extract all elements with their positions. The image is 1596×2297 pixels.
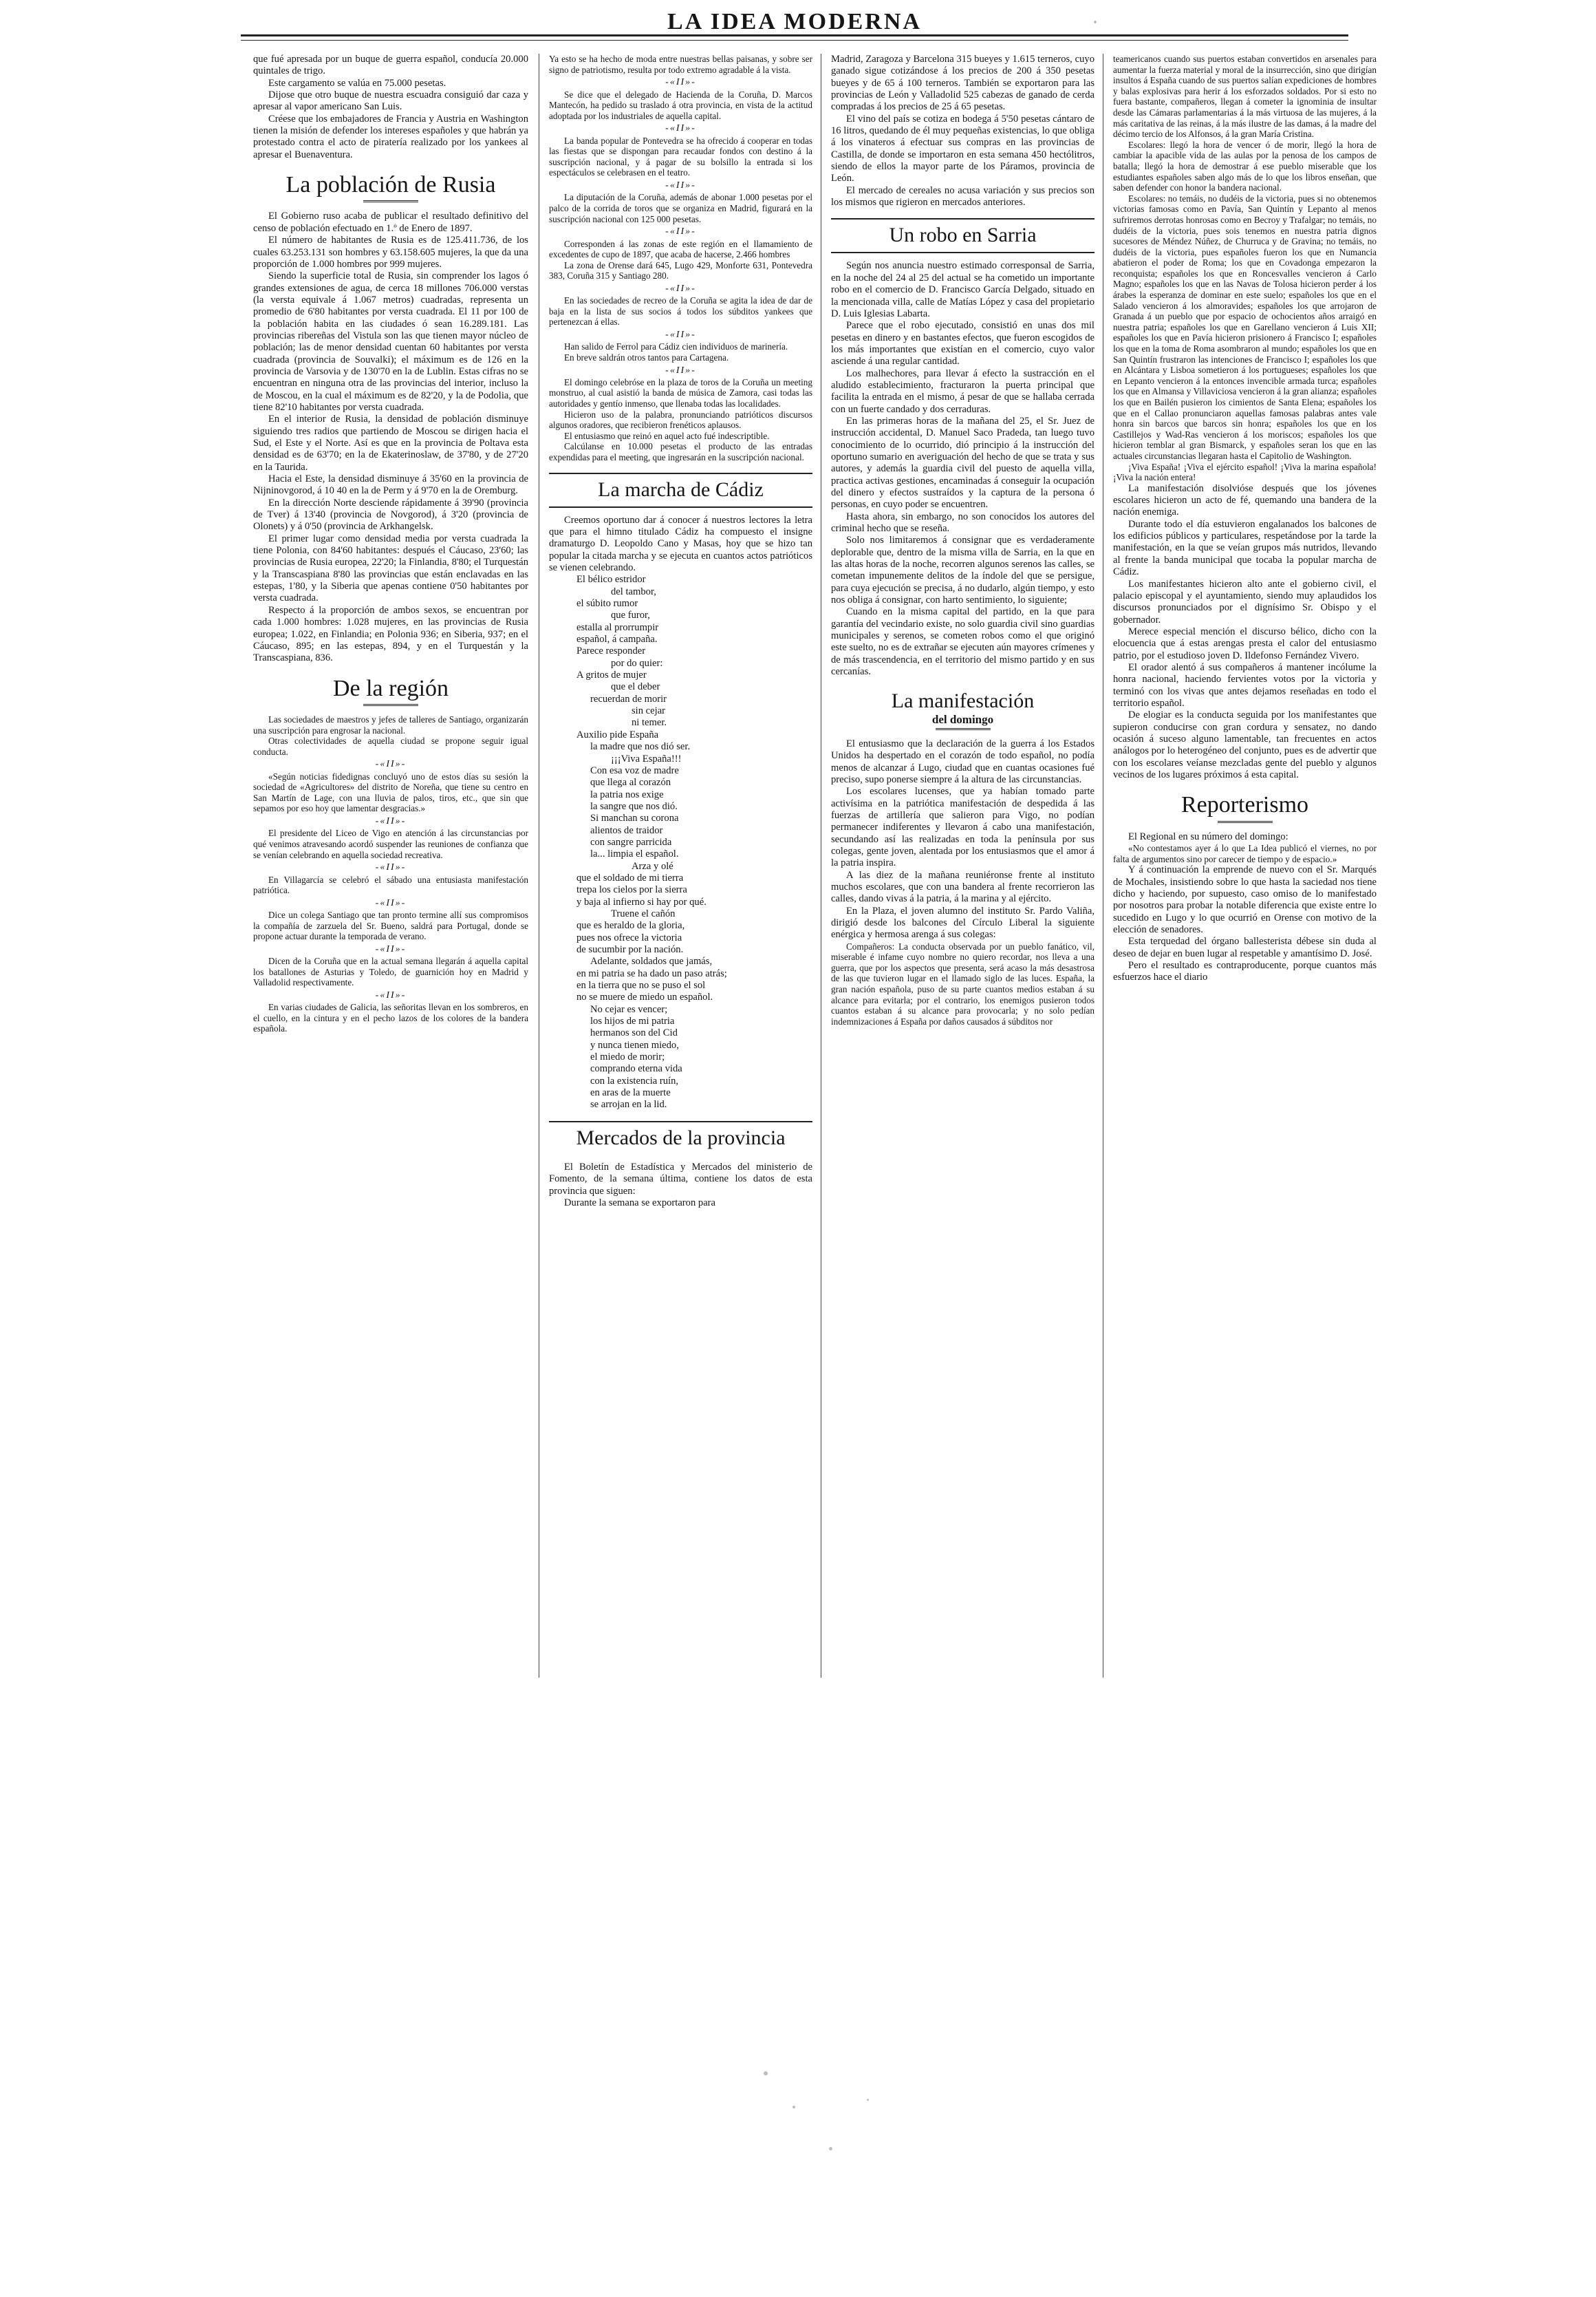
article-text: Los malhechores, para llevar á efecto la sustracción en el aludido establecimiento, fracturaron la puerta principal que facilita la entrada en el mismo, á pesar de que se hallaba cerrada con un fuerte candado y dos cerraduras. xyxy=(831,367,1094,415)
separator-ornament: -«II»- xyxy=(375,943,407,954)
separator-ornament: -«II»- xyxy=(665,365,696,376)
article-text: Pero el resultado es contraproducente, porque cuantos más esfuerzos hace el diario xyxy=(1113,960,1377,983)
scan-speck xyxy=(867,2099,869,2101)
article-text: Parece que el robo ejecutado, consistió en unas dos mil pesetas en dinero y en bastantes efectos, que fueron escogidos de los más importantes que existían en el comercio, cuyo valor asciende á una regular cantidad. xyxy=(831,320,1094,367)
poem-line: se arrojan en la lid. xyxy=(590,1099,667,1111)
poem-line: la sangre que nos dió. xyxy=(590,800,678,812)
poem-line: comprando eterna vida xyxy=(590,1063,682,1075)
poem-line: recuerdan de morir xyxy=(590,693,667,705)
column-4 xyxy=(1113,54,1377,984)
article-text: Respecto á la proporción de ambos sexos, se encuentran por cada 1.000 hombres: 1.028 mujeres, en las provincias de Rusia europea; 1.022, en Finlandia; en Polonia 936; en Siberia, 937; en el Cáucaso, 895; en las estepas, 894, y en el Turquestán y la Transcaspiana, 836. xyxy=(253,604,528,664)
poem-line: Auxilio pide España xyxy=(576,729,659,740)
article-text: Merece especial mención el discurso bélico, dicho con la elocuencia que á estas arengas presta el calor del entusiasmo patrio, por el estudioso joven D. Ildefonso Fernández Vivero. xyxy=(1113,626,1377,661)
headline-manifestacion: La manifestación xyxy=(891,689,1035,712)
news-item: Dice un colega Santiago que tan pronto termine allí sus compromisos la compañía de zarzuela del Sr. Bueno, saldrá para Portugal, donde se propone actuar durante la temporada de verano. xyxy=(253,910,528,942)
poem-line: sin cejar xyxy=(632,705,666,717)
headline-robo: Un robo en Sarria xyxy=(889,224,1037,247)
poem-line: el súbito rumor xyxy=(576,598,638,610)
poem-line: hermanos son del Cid xyxy=(590,1027,678,1039)
poem-line: no se muere de miedo un español. xyxy=(576,992,713,1003)
article-text: Hacia el Este, la densidad disminuye á 35'60 en la provincia de Nijninovgorod, á 10 40 en la de Perm y á 9'70 en la de Oremburg. xyxy=(253,473,528,497)
separator-ornament: -«II»- xyxy=(375,990,407,1001)
poem-line: alientos de traidor xyxy=(590,824,663,836)
headline-reporterismo: Reporterismo xyxy=(1180,792,1309,818)
article-text: Los manifestantes hicieron alto ante el gobierno civil, el palacio episcopal y el ayuntamiento, siendo muy aplaudidos los discursos pronunciados por el dignísimo Sr. Obispo y el gobernador. xyxy=(1113,578,1377,626)
news-item: Hicieron uso de la palabra, pronunciando patrióticos discursos algunos oradores, que recibieron frenéticos aplausos. xyxy=(549,409,812,431)
poem-line: ni temer. xyxy=(632,717,667,729)
poem-line: español, á campaña. xyxy=(576,634,658,645)
column-1 xyxy=(253,54,528,1034)
headline-box xyxy=(831,218,1094,253)
poem-line: No cejar es vencer; xyxy=(590,1003,668,1015)
article-text: El entusiasmo que la declaración de la guerra á los Estados Unidos ha despertado en el corazón de todo español, no podía menos de alcanzar á Lugo, ciudad que en cuantas ocasiones fué preciso, supo ponerse siempre á la altura de las circunstancias. xyxy=(831,738,1094,785)
separator-ornament: -«II»- xyxy=(665,330,696,340)
headline-russia: La población de Rusia xyxy=(285,172,496,198)
separator-ornament: -«II»- xyxy=(375,897,407,908)
news-item: Ya esto se ha hecho de moda entre nuestras bellas paisanas, y sobre ser signo de patriotismo, resulta por todo extremo agradable á la vista. xyxy=(549,54,812,75)
poem-line: A gritos de mujer xyxy=(576,670,647,681)
news-item: El domingo celebróse en la plaza de toros de la Coruña un meeting monstruo, al cual asistió la banda de música de Zamora, casi todas las autoridades y gentío inmenso, que llenaba todas las localidades. xyxy=(549,376,812,409)
poem-line: la madre que nos dió ser. xyxy=(590,741,691,753)
article-text: Esta terquedad del órgano ballesterista débese sin duda al deseo de dejar en buen lugar al respetable y amantísimo D. José. xyxy=(1113,936,1377,959)
article-text: En la Plaza, el joven alumno del instituto Sr. Pardo Valiña, dirigió desde los balcones del Círculo Liberal la siguiente enérgica y hermosa arenga á sus colegas: xyxy=(831,905,1094,941)
article-text: El Boletín de Estadística y Mercados del ministerio de Fomento, de la semana última, contiene los datos de esta provincia que siguen: xyxy=(549,1161,812,1197)
poem-line: Con esa voz de madre xyxy=(590,765,679,776)
headline-region: De la región xyxy=(332,675,449,701)
poem-line: Truene el cañón xyxy=(611,908,676,919)
news-item: Corresponden á las zonas de este región en el llamamiento de excedentes de cupo de 1897, que acaba de hacerse, 2.466 hombres xyxy=(549,238,812,260)
poem-line: Adelante, soldados que jamás, xyxy=(590,956,713,968)
news-item: En las sociedades de recreo de la Coruña se agita la idea de dar de baja en la lista de sus socios á todos los súbditos yankees que pertenezcan á ellas. xyxy=(549,295,812,328)
scan-speck xyxy=(1094,21,1097,23)
headline-mercados: Mercados de la provincia xyxy=(576,1126,786,1149)
poem-line: el miedo de morir; xyxy=(590,1051,665,1063)
article-text: Hasta ahora, sin embargo, no son conocidos los autores del criminal hecho que se reseña. xyxy=(831,511,1094,535)
article-text: El vino del país se cotiza en bodega á 5'50 pesetas cántaro de 16 litros, quedando de él muy pequeñas existencias, lo que obliga á los vinateros á efectuar sus compras en las provincias de Castilla, de donde se importaron en esta semana 450 hectólitros, siendo de ellos la mayor parte de los Páramos, provincia de León. xyxy=(831,113,1094,184)
article-text: Dijose que otro buque de nuestra escuadra consiguió dar caza y apresar al vapor americano San Luis. xyxy=(253,89,528,113)
poem-line: con la existencia ruín, xyxy=(590,1075,679,1087)
news-item: «Según noticias fidedignas concluyó uno de estos días su sesión la sociedad de «Agricultores» del distrito de Noreña, que tiene su centro en San Martín de Lage, con una lluvia de palos, tiros, etc., que sin que sepamos por eso hoy que lamentar desgracias.» xyxy=(253,771,528,814)
news-item: En breve saldrán otros tantos para Cartagena. xyxy=(564,352,729,363)
separator-ornament: -«II»- xyxy=(375,759,407,770)
article-text: Madrid, Zaragoza y Barcelona 315 bueyes y 1.615 terneros, cuyo ganado sigue cotizándose á los precios de 200 á 350 pesetas bueyes y de 65 á 100 terneros. También se exportaron para las provincias de León y Valladolid 525 cabezas de ganado de cerda compradas á los precios de 25 á 65 pesetas. xyxy=(831,54,1094,113)
poem-line: trepa los cielos por la sierra xyxy=(576,884,687,896)
news-item: La zona de Orense dará 645, Lugo 429, Monforte 631, Pontevedra 383, Coruña 315 y Santiago 280. xyxy=(549,259,812,281)
headline-rule xyxy=(363,200,418,202)
poem-line: pues nos ofrece la victoria xyxy=(576,932,682,943)
news-item: El presidente del Liceo de Vigo en atención á las circunstancias por qué venimos atravesando acordó suspender las reuniones de confianza que se venían celebrando en aquella sociedad recreativa. xyxy=(253,828,528,860)
news-item: Las sociedades de maestros y jefes de talleres de Santiago, organizarán una suscripción para engrosar la nacional. xyxy=(253,714,528,736)
separator-ornament: -«II»- xyxy=(665,283,696,294)
poem-line: que el soldado de mi tierra xyxy=(576,872,684,884)
news-item: En Villagarcía se celebró el sábado una entusiasta manifestación patriótica. xyxy=(253,874,528,896)
scan-speck xyxy=(792,2106,795,2108)
article-text: En la dirección Norte desciende rápidamente á 39'90 (provincia de Tver) á 13'40 (provincia de Novgorod), á 3'20 (provincia de Olonets) y á 0'50 (provincia de Arkhangelsk. xyxy=(253,497,528,533)
poem-line: los hijos de mi patria xyxy=(590,1016,675,1027)
speech-text: ¡Viva España! ¡Viva el ejército español! ¡Viva la marina española! ¡Viva la nación entera! xyxy=(1113,461,1377,483)
headline-box xyxy=(549,1121,812,1155)
scan-speck xyxy=(764,2071,768,2075)
article-text: El primer lugar como densidad media por versta cuadrada la tiene Polonia, con 84'60 habitantes: después el Cáucaso, 23'60; las provincias de Rusia europea, 22'20; la Finlandia, 8'80; el Turquestán y la Transcaspiana 8'80 las provincias que están enclavadas en las estepas, 1'80, y la Siberia que apenas contiene 0'50 habitantes por versta cuadrada. xyxy=(253,533,528,604)
news-item: La diputación de la Coruña, además de abonar 1.000 pesetas por el palco de la corrida de toros que se organiza en Madrid, figurará en la suscripción nacional con 125 000 pesetas. xyxy=(549,192,812,224)
scan-speck xyxy=(829,2147,832,2150)
poem-line: que furor, xyxy=(611,610,650,621)
separator-ornament: -«II»- xyxy=(375,862,407,873)
separator-ornament: -«II»- xyxy=(665,226,696,237)
article-text: Según nos anuncia nuestro estimado corresponsal de Sarria, en la noche del 24 al 25 del actual se ha cometido un importante robo en el comercio de D. Francisco García Delgado, situado en la mencionada villa, calle de Matías López y casa del propietario D. Luis Iglesias Labarta. xyxy=(831,260,1094,319)
news-item: Se dice que el delegado de Hacienda de la Coruña, D. Marcos Mantecón, ha pedido su traslado á otra provincia, en vista de la actitud adoptada por los industriales de aquella capital. xyxy=(549,89,812,121)
masthead xyxy=(241,8,1348,37)
article-text: Creemos oportuno dar á conocer á nuestros lectores la letra que para el himno titulado Cádiz ha compuesto el insigne dramaturgo D. Leopoldo Cano y Masas, hoy que se hizo tan popular la citada marcha y se ejecuta en cuantos actos patrióticos se vienen celebrando. xyxy=(549,514,812,573)
article-text: Cuando en la misma capital del partido, en la que para garantía del vecindario existe, no solo guardia civil sino guardias municipales y serenos, se cometen robos como el que originó este suelto, no es de extrañar se ejecuten aún mayores crímenes y de más trascendencia, en el territorio del mismo partido y en sus cercanías. xyxy=(831,606,1094,678)
poem-line: Arza y olé xyxy=(632,860,673,872)
article-text: En las primeras horas de la mañana del 25, el Sr. Juez de instrucción accidental, D. Manuel Saco Pradeda, tan luego tuvo conocimiento de lo ocurrido, dió principio á la instrucción del oportuno sumario en averiguación del hecho de que se trata y sus autores, y además la guardia civil del puesto de aquella villa, practica activas gestiones, encaminadas á conseguir la ocupación del dinero y efectos sustraídos y la captura de la persona ó personas, en cuyo poder se encuentren. xyxy=(831,415,1094,511)
article-text: Durante la semana se exportaron para xyxy=(564,1197,716,1208)
masthead-rule-bottom xyxy=(241,40,1348,41)
poem-line: de sucumbir por la nación. xyxy=(576,944,684,955)
news-item: La banda popular de Pontevedra se ha ofrecido á cooperar en todas las fiestas que se dispongan para recaudar fondos con destino á la suscripción nacional, y á pagar de su bolsillo la entrada si los espectáculos se celebrasen en el teatro. xyxy=(549,135,812,178)
poem-line: estalla al prorrumpir xyxy=(576,621,659,633)
speech-text: teamericanos cuando sus puertos estaban convertidos en arsenales para aumentar la fuerza material y moral de la insurrección, sino que dirigían insultos á España cuando de sus puertos salían expediciones de hombres y balas explosivas para herir á los esforzados soldados. Por si esto no fuera bastante, compañeros, llegan á cometer la ignominia de insultar desde las Cámaras parlamentarias á la más virtuosa de las mujeres, á la más caritativa de las reinas, á la más ilustre de las damas, á la madre del décimo tercio de los Alfonsos, á la gran María Cristina. xyxy=(1113,54,1377,140)
speech-text: Escolares: llegó la hora de vencer ó de morir, llegó la hora de cambiar la apacible vida de las aulas por la penosa de los campos de batalla; llegó la hora de demostrar á ese pueblo miserable que los estudiantes españoles saben algo más de lo que los libros enseñan, que saben defender con honor la bandera nacional. xyxy=(1113,139,1377,193)
news-item: El entusiasmo que reinó en aquel acto fué indescriptible. xyxy=(564,430,770,441)
separator-ornament: -«II»- xyxy=(665,123,696,134)
poem-line: la patria nos exige xyxy=(590,789,664,800)
article-text: El mercado de cereales no acusa variación y sus precios son los mismos que rigieron en mercados anteriores. xyxy=(831,184,1094,209)
article-text: En el interior de Rusia, la densidad de población disminuye siguiendo tres radios que partiendo de Moscou se dirigen hacia el Sud, el Este y el Norte. Así es que en la provincia de Poltava esta densidad es de 63'70; en la de Ekaterinoslaw, de 37'80, y de 27'20 en la Taurida. xyxy=(253,414,528,473)
headline-box xyxy=(549,473,812,508)
poem-line: y baja al infierno si hay por qué. xyxy=(576,896,707,908)
column-3 xyxy=(831,54,1094,1027)
separator-ornament: -«II»- xyxy=(665,77,696,88)
speech-text: Escolares: no temáis, no dudéis de la victoria, pues si no obtenemos victorias famosas como en Pavía, San Quintín y Lepanto al menos sufriremos derrotas honrosas como en Becroy y Trafalgar; no temáis, no dudéis de la victoria, pues sois tenemos en nuestra patria dignos sucesores de Méndez Núñez, de Churruca y de Gravina; no temáis, no dudéis de la victoria, pues españoles fueron los que en Numancia abatieron el poder de Roma; los que en Covadonga empezaron la reconquista; españoles los que en Roncesvalles vencieron á Carlo Magno; españoles los que en las Navas de Tolosa hicieron perder á los árabes la esperanza de dominar en este suelo; españoles los que en el Salado vencieron á los almoravides; españoles los que arrojaron de Granada á un pueblo que por espacio de ochocientos años arraigó en nuestra patria; españoles los que en Garellano vencieron á Luis XII; españoles los que en Pavía hicieron prisionero á Francisco I; españoles los que en la toma de Roma asombraron al mundo; españoles los que en San Quintín frustraron las intenciones de Francisco I; españoles los que en Alcántara y Lisboa sometieron á los portugueses; españoles los que en Lepanto vencieron á la entonces invencible armada turca; españoles los que en Almansa y Villaviciosa vencieron á la gran alianza; españoles los que en Bailén pusieron los cimientos de Santa Elena; españoles los que en el Callao pronunciaron aquellas famosas palabras antes vale honra sin barcos que barcos sin honra; españoles los que en los Castillejos y Wad-Ras vencieron á los moriscos; españoles los que hicieron temblar al gran Bismarck, y españoles seran los que en las actuales circunstancias llegaran hasta el Capitolio de Washington. xyxy=(1113,193,1377,461)
article-text: que fué apresada por un buque de guerra español, conducía 20.000 quintales de trigo. xyxy=(253,54,528,77)
poem-line: Parece responder xyxy=(576,645,646,657)
poem-line: en la tierra que no se puso el sol xyxy=(576,980,706,992)
poem-line: El bélico estridor xyxy=(576,574,646,586)
headline-rule xyxy=(363,704,418,706)
poem-line: que es heraldo de la gloria, xyxy=(576,920,685,932)
article-text: Solo nos limitaremos á consignar que es verdaderamente deplorable que, dentro de la misma villa de Sarria, en la que en las altas horas de la noche, recorren algunos serenos las calles, se cometan impunemente delitos de la índole del que se persigue, para cuya ejecución se precisa, á no dudarlo, algún tiempo, y esto nos obliga á consignar, con harto sentimiento, lo siguiente; xyxy=(831,535,1094,606)
speech-text: Compañeros: La conducta observada por un pueblo fanático, vil, miserable é infame cuyo nombre no quiero recordar, nos lleva a una guerra, que por los aspectos que presenta, será acaso la más desastrosa de las que tuvieron lugar en el llamado siglo de las luces. España, la gran nación española, puso de su parte cuantos medios estaban á su alcance para evitarla; por el contrario, los enemigos pusieron todos cuantos estaban á su alcance para provocarla; y no solo pedían indemnizaciones á España por daños causados á súbditos nor xyxy=(831,941,1094,1027)
subheadline: del domingo xyxy=(931,712,994,726)
news-item: En varias ciudades de Galicia, las señoritas llevan en los sombreros, en el cuello, en la cintura y en el pecho lazos de los colores de la bandera española. xyxy=(253,1002,528,1034)
quoted-text: «No contestamos ayer á lo que La Idea publicó el viernes, no por falta de argumentos sino por carecer de tiempo y de espacio.» xyxy=(1113,843,1377,864)
headline-cadiz: La marcha de Cádiz xyxy=(598,478,764,501)
column-2 xyxy=(549,54,812,1209)
article-text: Durante todo el día estuvieron engalanados los balcones de los edificios públicos y particulares, respetándose por la tarde la manifestación, en la que se veían grupos más nutridos, llevando al frente la banda municipal que tocaba la popular marcha de Cádiz. xyxy=(1113,518,1377,578)
news-item: Dicen de la Coruña que en la actual semana llegarán á aquella capital los batallones de Asturias y Toledo, de guarnición hoy en Madrid y Valladolid respectivamente. xyxy=(253,956,528,988)
article-text: De elogiar es la conducta seguida por los manifestantes que supieron conducirse con gran cordura y sensatez, no dando ocasión á suceso alguno lamentable, tan frecuentes en actos análogos por lo heterogéneo del conjunto, pues es de advertir que con los escolares veíanse mezcladas gente del pueblo y algunos vecinos de los lugares próximos á esta capital. xyxy=(1113,709,1377,780)
headline-rule xyxy=(936,728,991,730)
separator-ornament: -«II»- xyxy=(665,180,696,191)
poem-line: con sangre parricida xyxy=(590,836,672,848)
article-text: A las diez de la mañana reuniéronse frente al instituto muchos escolares, que con una bandera al frente recorrieron las calles, dando vivas á la patria, á la marina y al ejército. xyxy=(831,869,1094,905)
article-text: El orador alentó á sus compañeros á mantener incólume la honra nacional, haciendo fervientes votos por la victoria y terminó con los vivas que antes dejamos reseñadas en todo el territorio español. xyxy=(1113,661,1377,709)
poem-line: por do quier: xyxy=(611,657,663,669)
poem-line: Si manchan su corona xyxy=(590,813,679,824)
article-text: Siendo la superficie total de Rusia, sin comprender los lagos ó grandes extensiones de agua, de cerca 18 millones 706.000 verstas (la versta equivale á 1.067 metros) cuadradas, representa un promedio de 6'80 habitantes por versta cuadrada. El 11 por 100 de la población habita en las ciudades ó sean 16.289.181. Las provincias ribereñas del Vistula son las que tienen mayor núcleo de población; las de menor densidad cuentan 60 habitantes por versta cuadrada (provincia de Souvalki); el máximum es de 126 en la provincia de Varsovia y de 130'70 en la de Lublin. Estas cifras no se encuentran en ninguna otra de las provincias del interior, incluso la de Moscou, en la cual el máximum es de 82'20, y la de Podolia, que tiene 82'10 habitantes por versta cuadrada. xyxy=(253,270,528,413)
poem-line: en aras de la muerte xyxy=(590,1087,671,1099)
separator-ornament: -«II»- xyxy=(375,816,407,827)
article-text: El Gobierno ruso acaba de publicar el resultado definitivo del censo de población efectuado en 1.º de Enero de 1897. xyxy=(253,211,528,234)
poem-line: y nunca tienen miedo, xyxy=(590,1039,679,1051)
news-item: Calcúlanse en 10.000 pesetas el producto de las entradas expendidas para el meeting, que ingresarán en la suscripción nacional. xyxy=(549,441,812,463)
article-text: Y á continuación la emprende de nuevo con el Sr. Marqués de Mochales, insistiendo sobre lo que hasta la saciedad nos tiene dicho y haciendo, por supuesto, caso omiso de lo manifestado por nosotros para probar la notable diferencia que existe entre lo sucedido en Lugo y lo que ocurrió en Orense con motivo de la elección de senadores. xyxy=(1113,864,1377,935)
headline-rule xyxy=(1218,821,1273,823)
poem-line: en mi patria se ha dado un paso atrás; xyxy=(576,968,727,979)
masthead-rule-top xyxy=(241,34,1348,36)
article-text: El Regional en su número del domingo: xyxy=(1128,831,1288,842)
article-text: Créese que los embajadores de Francia y Austria en Washington tienen la misión de defender los intereses españoles y que habrán ya protestado contra el acto de piratería realizado por los yankees al apresar el Buenaventura. xyxy=(253,113,528,160)
poem-line: la... limpia el español. xyxy=(590,848,679,860)
article-text: El número de habitantes de Rusia es de 125.411.736, de los cuales 63.253.131 son hombres y 63.158.605 mujeres, la que da una proporción de 1.000 hombres por 999 mujeres. xyxy=(253,235,528,270)
news-item: Otras colectividades de aquella ciudad se propone seguir igual conducta. xyxy=(253,736,528,757)
poem-line: que llega al corazón xyxy=(590,777,671,789)
article-text: La manifestación disolvióse después que los jóvenes escolares hicieron un acto de fé, quemando una bandera de la nación enemiga. xyxy=(1113,482,1377,518)
poem-line: del tambor, xyxy=(611,586,656,597)
news-item: Han salido de Ferrol para Cádiz cien individuos de marinería. xyxy=(564,341,788,352)
newspaper-title: LA IDEA MODERNA xyxy=(667,9,922,34)
poem xyxy=(549,574,812,1111)
poem-line: que el deber xyxy=(611,681,660,693)
article-text: Este cargamento se valúa en 75.000 pesetas. xyxy=(268,77,446,89)
poem-line: ¡¡¡Viva España!!! xyxy=(611,753,682,765)
article-text: Los escolares lucenses, que ya habían tomado parte activísima en la patriótica manifestación de despedida á las fuerzas de artillería que salieron para Vigo, no podían permanecer indiferentes y llevaron á cabo una manifestación, secundando así las realizadas en toda la península por sus colegas, gente joven, alentada por los entusiasmos que el amor á la patria inspira. xyxy=(831,786,1094,869)
